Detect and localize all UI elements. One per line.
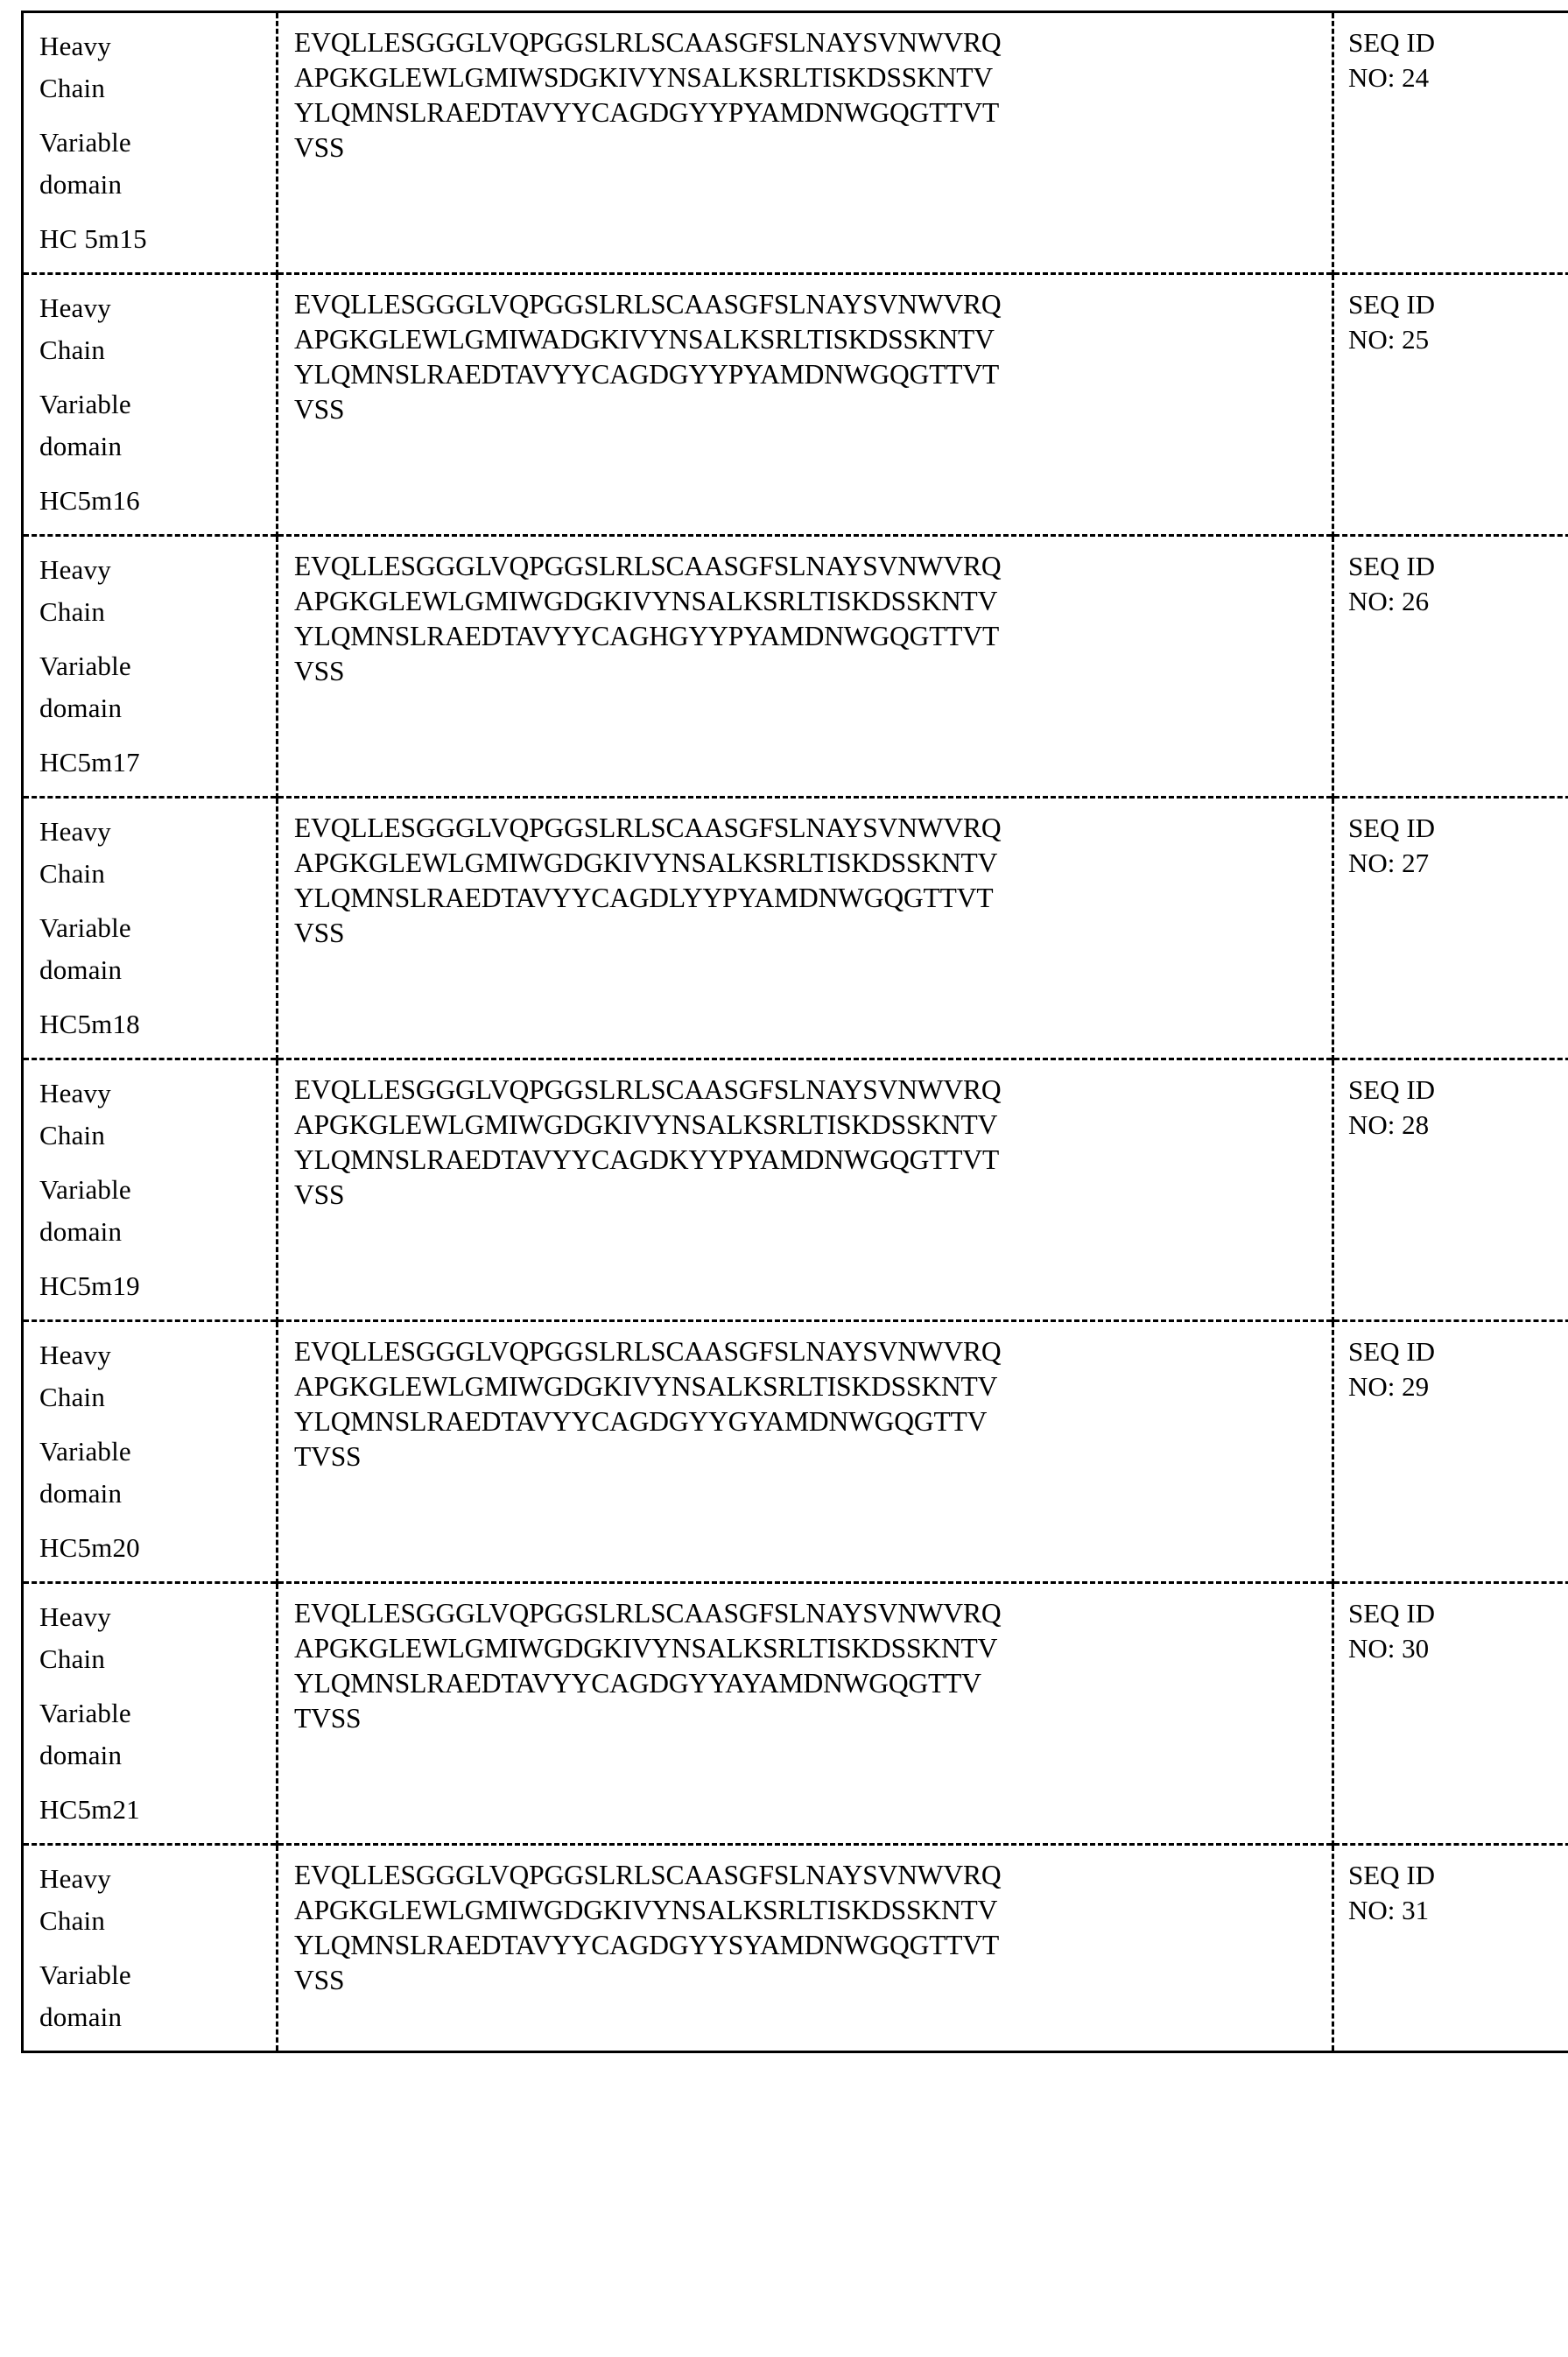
label-clone-id: HC5m16 — [39, 485, 140, 516]
sequence-line: VSS — [294, 394, 345, 425]
sequence-line: VSS — [294, 1965, 345, 1995]
seqid-cell — [1333, 1583, 1568, 1845]
label-line: Chain — [39, 1643, 106, 1674]
sequence-line: APGKGLEWLGMIWGDGKIVYNSALKSRLTISKDSSKNTV — [294, 1109, 998, 1140]
seqid-number: NO: 30 — [1348, 1633, 1430, 1664]
sequence-line: VSS — [294, 656, 345, 686]
sequence-line: APGKGLEWLGMIWGDGKIVYNSALKSRLTISKDSSKNTV — [294, 848, 998, 878]
label-line: Heavy — [39, 1601, 111, 1632]
seqid-number: NO: 31 — [1348, 1895, 1430, 1925]
label-line: Chain — [39, 596, 106, 627]
label-line: Chain — [39, 1382, 106, 1412]
seqid-number: NO: 27 — [1348, 848, 1430, 878]
sequence-line: APGKGLEWLGMIWADGKIVYNSALKSRLTISKDSSKNTV — [294, 324, 995, 355]
seqid-cell — [1333, 1845, 1568, 2052]
seqid-label: SEQ ID — [1348, 813, 1436, 843]
label-line: Variable — [39, 912, 131, 943]
sequence-cell — [278, 274, 1333, 536]
table-row — [23, 798, 1568, 1059]
table-row — [23, 12, 1568, 274]
seqid-label: SEQ ID — [1348, 27, 1436, 58]
label-line: domain — [39, 1478, 123, 1509]
seqid-cell — [1333, 1059, 1568, 1321]
row-label-cell — [23, 1583, 278, 1845]
label-line: domain — [39, 1740, 123, 1770]
label-line: domain — [39, 693, 123, 723]
label-line: Variable — [39, 1436, 131, 1467]
sequence-line: APGKGLEWLGMIWSDGKIVYNSALKSRLTISKDSSKNTV — [294, 62, 994, 93]
sequence-line: YLQMNSLRAEDTAVYYCAGDGYYPYAMDNWGQGTTVT — [294, 97, 1000, 128]
sequence-line: EVQLLESGGGLVQPGGSLRLSCAASGFSLNAYSVNWVRQ — [294, 1074, 1002, 1105]
label-line: Heavy — [39, 1340, 111, 1370]
sequence-line: TVSS — [294, 1703, 362, 1734]
label-spacer — [39, 1680, 276, 1692]
row-label-cell — [23, 1845, 278, 2052]
sequence-cell — [278, 536, 1333, 798]
sequence-line: YLQMNSLRAEDTAVYYCAGDKYYPYAMDNWGQGTTVT — [294, 1144, 1000, 1175]
label-line: Variable — [39, 389, 131, 419]
seqid-number: NO: 25 — [1348, 324, 1430, 355]
label-line: Chain — [39, 858, 106, 889]
label-line: Variable — [39, 127, 131, 158]
seqid-number: NO: 29 — [1348, 1371, 1430, 1402]
sequence-line: EVQLLESGGGLVQPGGSLRLSCAASGFSLNAYSVNWVRQ — [294, 1598, 1002, 1629]
label-spacer — [39, 729, 276, 742]
seqid-number: NO: 24 — [1348, 62, 1430, 93]
sequence-line: EVQLLESGGGLVQPGGSLRLSCAASGFSLNAYSVNWVRQ — [294, 27, 1002, 58]
sequence-line: YLQMNSLRAEDTAVYYCAGDGYYSYAMDNWGQGTTVT — [294, 1930, 1000, 1960]
sequence-line: VSS — [294, 132, 345, 163]
row-label-cell — [23, 12, 278, 274]
sequence-line: YLQMNSLRAEDTAVYYCAGDLYYPYAMDNWGQGTTVT — [294, 883, 994, 913]
seqid-cell — [1333, 798, 1568, 1059]
seqid-number: NO: 28 — [1348, 1109, 1430, 1140]
seqid-cell — [1333, 1321, 1568, 1583]
sequence-cell — [278, 1321, 1333, 1583]
row-label-cell — [23, 536, 278, 798]
label-line: Variable — [39, 651, 131, 681]
label-line: Chain — [39, 334, 106, 365]
seqid-label: SEQ ID — [1348, 1598, 1436, 1629]
label-line: Heavy — [39, 1863, 111, 1894]
label-spacer — [39, 895, 276, 907]
sequence-line: EVQLLESGGGLVQPGGSLRLSCAASGFSLNAYSVNWVRQ — [294, 1336, 1002, 1367]
sequence-line: YLQMNSLRAEDTAVYYCAGHGYYPYAMDNWGQGTTVT — [294, 621, 1000, 651]
label-clone-id: HC5m18 — [39, 1009, 140, 1039]
label-clone-id: HC5m19 — [39, 1270, 140, 1301]
row-label-cell — [23, 798, 278, 1059]
sequence-line: VSS — [294, 918, 345, 948]
sequence-cell — [278, 1845, 1333, 2052]
label-line: Variable — [39, 1959, 131, 1990]
label-line: Heavy — [39, 31, 111, 61]
label-line: Variable — [39, 1174, 131, 1205]
label-line: Heavy — [39, 554, 111, 585]
label-line: Chain — [39, 73, 106, 103]
sequence-line: APGKGLEWLGMIWGDGKIVYNSALKSRLTISKDSSKNTV — [294, 1895, 998, 1925]
table-row — [23, 1321, 1568, 1583]
seqid-cell — [1333, 12, 1568, 274]
label-line: Variable — [39, 1698, 131, 1728]
label-line: Chain — [39, 1905, 106, 1936]
table-row — [23, 1583, 1568, 1845]
sequence-cell — [278, 1059, 1333, 1321]
row-label-cell — [23, 274, 278, 536]
sequence-cell — [278, 798, 1333, 1059]
sequence-cell — [278, 1583, 1333, 1845]
sequence-table — [21, 11, 1568, 2053]
label-clone-id: HC5m17 — [39, 747, 140, 777]
label-line: domain — [39, 431, 123, 461]
seqid-label: SEQ ID — [1348, 1860, 1436, 1890]
label-spacer — [39, 1418, 276, 1431]
label-spacer — [39, 1157, 276, 1169]
sequence-line: YLQMNSLRAEDTAVYYCAGDGYYPYAMDNWGQGTTVT — [294, 359, 1000, 390]
label-spacer — [39, 633, 276, 645]
seqid-label: SEQ ID — [1348, 1336, 1436, 1367]
label-spacer — [39, 1777, 276, 1789]
label-clone-id: HC5m20 — [39, 1532, 140, 1563]
label-clone-id: HC 5m15 — [39, 223, 147, 254]
label-spacer — [39, 468, 276, 480]
label-spacer — [39, 1942, 276, 1954]
table-row — [23, 274, 1568, 536]
label-line: Chain — [39, 1120, 106, 1150]
label-spacer — [39, 109, 276, 122]
seqid-cell — [1333, 536, 1568, 798]
table-row — [23, 1845, 1568, 2052]
sequence-line: EVQLLESGGGLVQPGGSLRLSCAASGFSLNAYSVNWVRQ — [294, 289, 1002, 320]
label-line: domain — [39, 2002, 123, 2032]
sequence-line: TVSS — [294, 1441, 362, 1472]
seqid-label: SEQ ID — [1348, 289, 1436, 320]
label-line: domain — [39, 954, 123, 985]
seqid-cell — [1333, 274, 1568, 536]
sequence-line: EVQLLESGGGLVQPGGSLRLSCAASGFSLNAYSVNWVRQ — [294, 1860, 1002, 1890]
seqid-label: SEQ ID — [1348, 551, 1436, 581]
label-line: domain — [39, 169, 123, 200]
label-line: Heavy — [39, 1078, 111, 1108]
label-spacer — [39, 206, 276, 218]
sequence-line: APGKGLEWLGMIWGDGKIVYNSALKSRLTISKDSSKNTV — [294, 1633, 998, 1664]
table-row — [23, 1059, 1568, 1321]
seqid-label: SEQ ID — [1348, 1074, 1436, 1105]
label-spacer — [39, 371, 276, 383]
label-clone-id: HC5m21 — [39, 1794, 140, 1825]
sequence-line: YLQMNSLRAEDTAVYYCAGDGYYAYAMDNWGQGTTV — [294, 1668, 981, 1699]
label-line: Heavy — [39, 292, 111, 323]
seqid-number: NO: 26 — [1348, 586, 1430, 616]
row-label-cell — [23, 1321, 278, 1583]
sequence-line: APGKGLEWLGMIWGDGKIVYNSALKSRLTISKDSSKNTV — [294, 586, 998, 616]
table-body — [23, 12, 1568, 2052]
label-spacer — [39, 1253, 276, 1265]
row-label-cell — [23, 1059, 278, 1321]
sequence-line: VSS — [294, 1179, 345, 1210]
sequence-line: EVQLLESGGGLVQPGGSLRLSCAASGFSLNAYSVNWVRQ — [294, 551, 1002, 581]
sequence-line: EVQLLESGGGLVQPGGSLRLSCAASGFSLNAYSVNWVRQ — [294, 813, 1002, 843]
sequence-cell — [278, 12, 1333, 274]
label-spacer — [39, 1515, 276, 1527]
sequence-line: APGKGLEWLGMIWGDGKIVYNSALKSRLTISKDSSKNTV — [294, 1371, 998, 1402]
label-line: Heavy — [39, 816, 111, 847]
table-row — [23, 536, 1568, 798]
sequence-line: YLQMNSLRAEDTAVYYCAGDGYYGYAMDNWGQGTTV — [294, 1406, 988, 1437]
label-line: domain — [39, 1216, 123, 1247]
label-spacer — [39, 991, 276, 1003]
